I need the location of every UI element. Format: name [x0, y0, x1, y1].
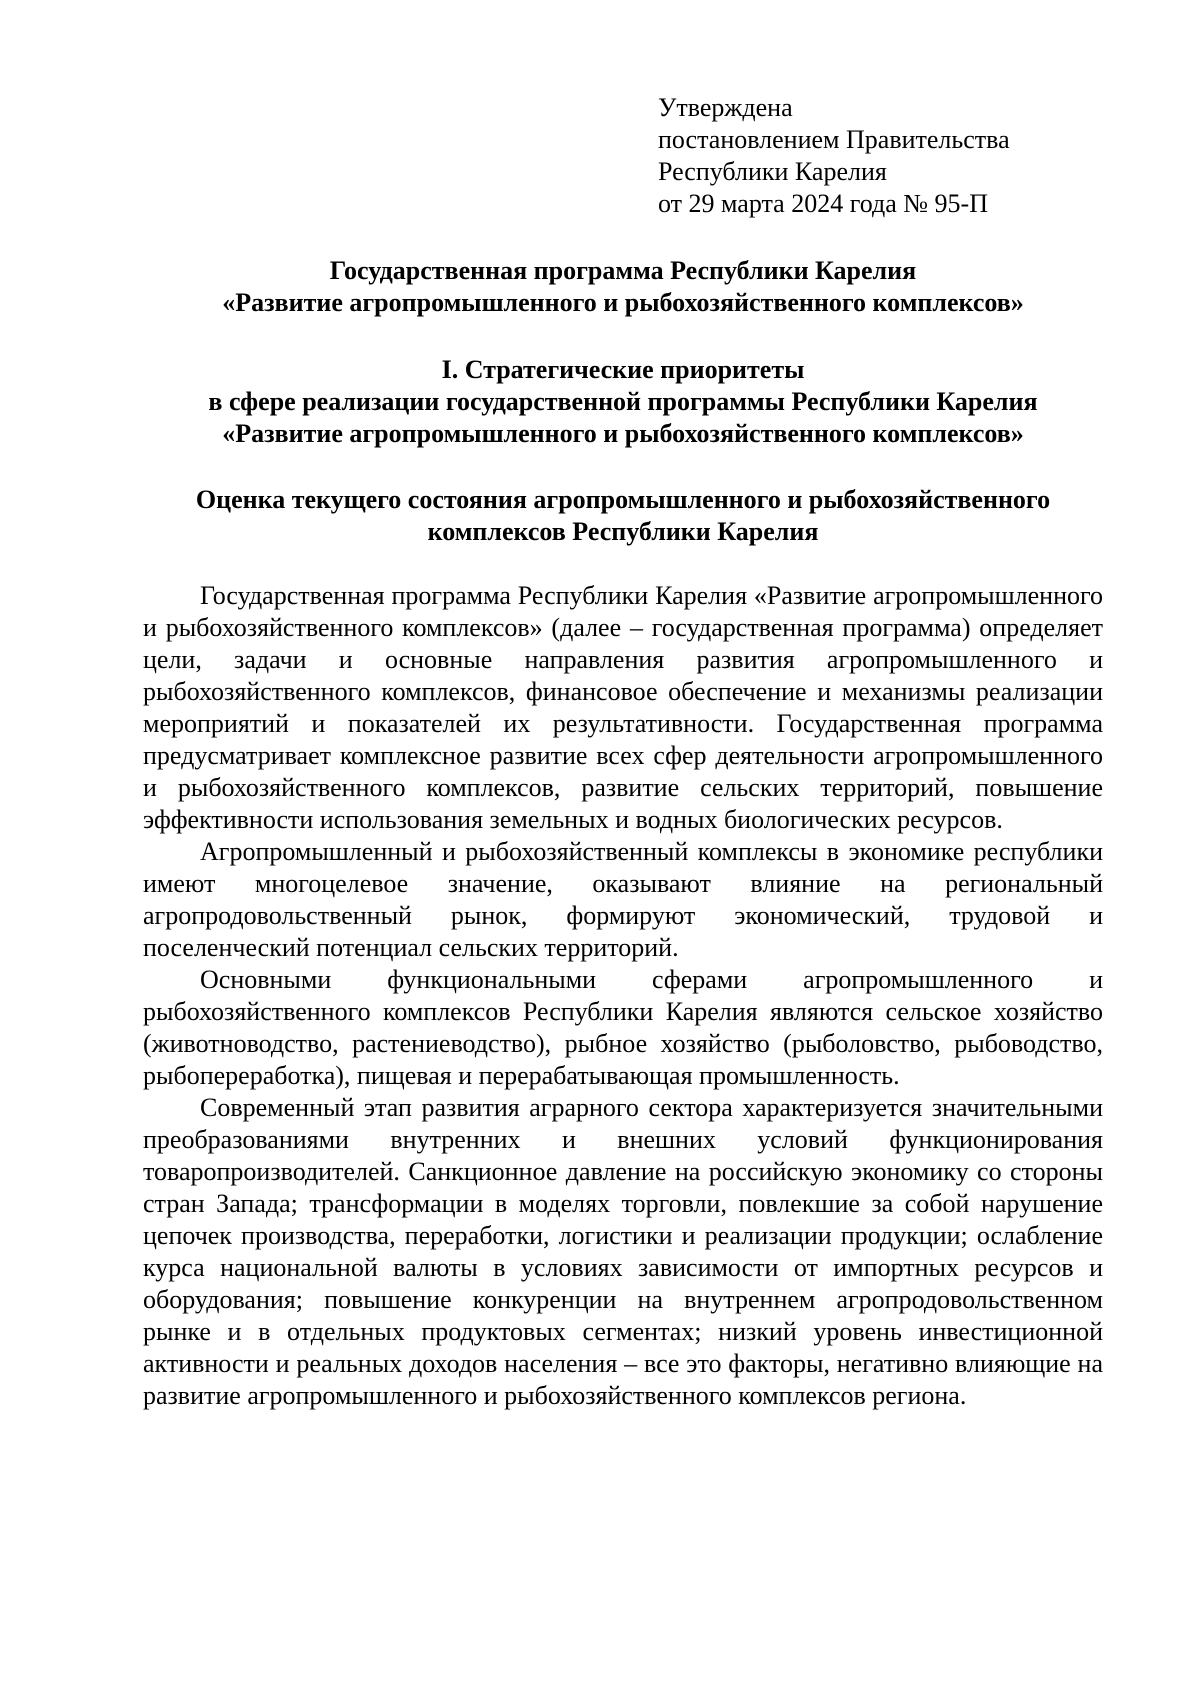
approval-stamp-block [658, 92, 1010, 220]
subsection-heading [143, 484, 1103, 548]
approval-line: Утверждена [658, 93, 793, 122]
section-heading [143, 354, 1103, 450]
section-heading-line: в сфере реализации государственной программы Республики Карелия [208, 387, 1038, 416]
approval-line: Республики Карелия [658, 157, 887, 186]
paragraph: Агропромышленный и рыбохозяйственный комплексы в экономике республики имеют многоцелевое значение, оказывают влияние на региональный агропродовольственный рынок, формируют экономический, трудовой и поселенческий потенциал сельских территорий. [143, 837, 1103, 962]
approval-line: от 29 марта 2024 года № 95-П [658, 189, 988, 218]
section-heading-line: I. Стратегические приоритеты [441, 355, 805, 384]
paragraph: Государственная программа Республики Карелия «Развитие агропромышленного и рыбохозяйственного комплексов» (далее – государственная программа) определяет цели, задачи и основные направления развития агропромышленного и рыбохозяйственного комплексов, финансовое обеспечение и механизмы реализации мероприятий и показателей их результативности. Государственная программа предусматривает комплексное развитие всех сфер деятельности агропромышленного и рыбохозяйственного комплексов, развитие сельских территорий, повышение эффективности использования земельных и водных биологических ресурсов. [143, 581, 1103, 834]
paragraph: Современный этап развития аграрного сектора характеризуется значительными преобразованиями внутренних и внешних условий функционирования товаропроизводителей. Санкционное давление на российскую экономику со стороны стран Запада; трансформации в моделях торговли, повлекшие за собой нарушение цепочек производства, переработки, логистики и реализации продукции; ослабление курса национальной валюты в условиях зависимости от импортных ресурсов и оборудования; повышение конкуренции на внутреннем агропродовольственном рынке и в отдельных продуктовых сегментах; низкий уровень инвестиционной активности и реальных доходов населения – все это факторы, негативно влияющие на развитие агропромышленного и рыбохозяйственного комплексов региона. [143, 1093, 1103, 1410]
paragraph: Основными функциональными сферами агропромышленного и рыбохозяйственного комплексов Республики Карелия являются сельское хозяйство (животноводство, растениеводство), рыбное хозяйство (рыболовство, рыбоводство, рыбопереработка), пищевая и перерабатывающая промышленность. [143, 965, 1103, 1090]
title-line: «Развитие агропромышленного и рыбохозяйственного комплексов» [222, 288, 1024, 317]
body-text [143, 580, 1103, 1412]
subsection-heading-line: Оценка текущего состояния агропромышленного и рыбохозяйственного [195, 485, 1051, 514]
approval-line: постановлением Правительства [658, 125, 1010, 154]
subsection-heading-line: комплексов Республики Карелия [427, 517, 819, 546]
section-heading-line: «Развитие агропромышленного и рыбохозяйственного комплексов» [222, 419, 1024, 448]
title-line: Государственная программа Республики Карелия [329, 256, 917, 285]
document-title [143, 255, 1103, 319]
